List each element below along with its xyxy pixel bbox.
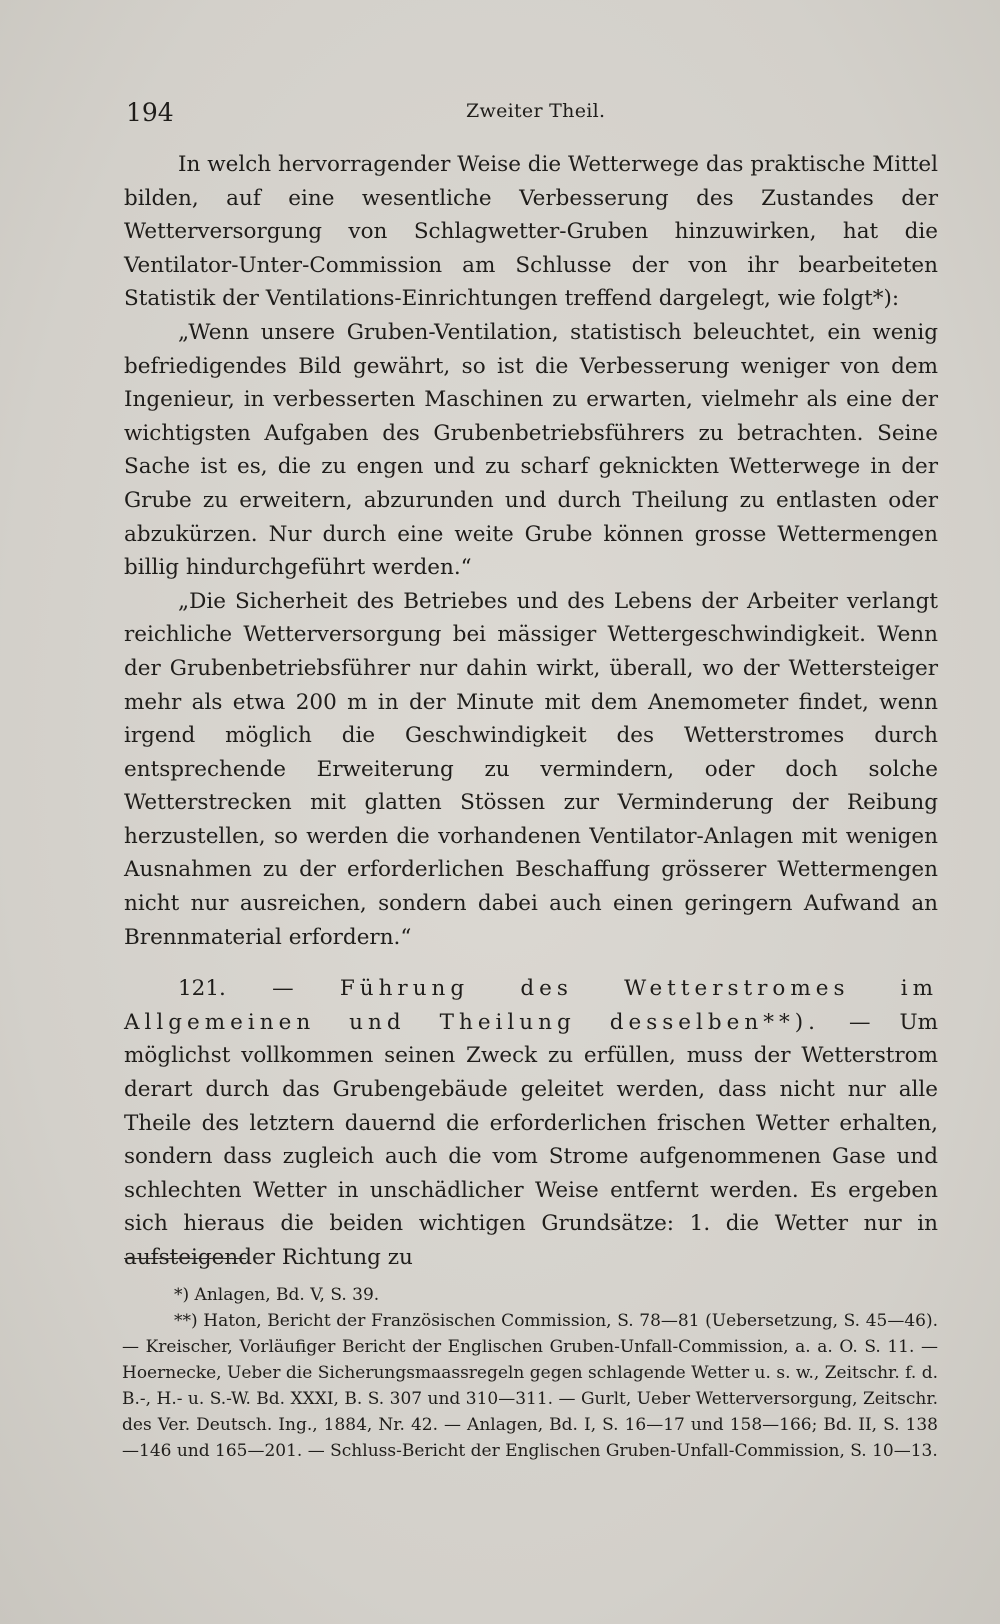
footnote-2: **) Haton, Bericht der Französischen Commission, S. 78—81 (Uebersetzung, S. 45—46). — Kreischer, Vorläufiger Bericht der Englischen Gruben-Unfall-Commission, a. a. O. S. 11. — Hoernecke, Ueber die Sicherungsmaassregeln gegen schlagende Wetter u. s. w., Zeitschr. f. d. B.-, H.- u. S.-W. Bd. XXXI, B. S. 307 und 310—311. — Gurlt, Ueber Wetterversorgung, Zeitschr. des Ver. Deutsch. Ing., 1884, Nr. 42. — Anlagen, Bd. I, S. 16—17 und 158—166; Bd. II, S. 138—146 und 165—201. — Schluss-Bericht der Englischen Gruben-Unfall-Commission, S. 10—13. — [122, 1311, 938, 1461]
page-number: 194 — [126, 98, 174, 127]
section-dash: — — [225, 976, 340, 1002]
paragraph-quote-1: „Wenn unsere Gruben-Ventilation, statistisch beleuchtet, ein wenig befriedigendes Bild gewährt, so ist die Verbesserung weniger von dem Ingenieur, in verbesserten Maschinen zu erwarten, vielmehr als eine der wichtigsten Aufgaben des Grubenbetriebsführers zu betrachten. Seine Sache ist es, die zu engen und zu scharf geknickten Wetterwege in der Grube zu erweitern, abzurunden und durch Theilung zu entlasten oder abzukürzen. Nur durch eine weite Grube können grosse Wettermengen billig hindurchgeführt werden.“ — [124, 319, 938, 581]
footnotes — [122, 1282, 938, 1464]
section-121-paragraph — [124, 972, 938, 1274]
section-text: — Um möglichst vollkommen seinen Zweck zu erfüllen, muss der Wetterstrom derart durch das Grubengebäude geleitet werden, dass nicht nur alle Theile des letztern dauernd die erforderlichen frischen Wetter erhalten, sondern dass zugleich auch die vom Strome aufgenommenen Gase und schlechten Wetter in unschädlicher Weise entfernt werden. Es ergeben sich hieraus die beiden wichtigen Grundsätze: 1. die Wetter nur in aufsteigender Richtung zu — [124, 1009, 938, 1270]
running-head: Zweiter Theil. — [466, 100, 606, 122]
paragraph-intro: In welch hervorragender Weise die Wetterwege das praktische Mittel bilden, auf eine wesentliche Verbesserung des Zustandes der Wetterversorgung von Schlagwetter-Gruben hinzuwirken, hat die Ventilator-Unter-Commission am Schlusse der von ihr bearbeiteten Statistik der Ventilations-Einrichtungen treffend dargelegt, wie folgt*): — [124, 152, 938, 312]
main-text — [124, 148, 938, 1275]
section-title: Führung des Wetterstromes im Allgemeinen und Theilung desselben**). — [124, 976, 938, 1035]
page-header — [126, 98, 938, 132]
footnote-rule — [124, 1258, 246, 1259]
paragraph-quote-2: „Die Sicherheit des Betriebes und des Lebens der Arbeiter verlangt reichliche Wetterversorgung bei mässiger Wettergeschwindigkeit. Wenn der Grubenbetriebsführer nur dahin wirkt, überall, wo der Wettersteiger mehr als etwa 200 m in der Minute mit dem Anemometer findet, wenn irgend möglich die Geschwindigkeit des Wetterstromes durch entsprechende Erweiterung zu vermindern, oder doch solche Wetterstrecken mit glatten Stössen zur Verminderung der Reibung herzustellen, so werden die vorhandenen Ventilator-Anlagen mit wenigen Ausnahmen zu der erforderlichen Beschaffung grösserer Wettermengen nicht nur ausreichen, sondern dabei auch einen geringern Aufwand an Brennmaterial erfordern.“ — [124, 588, 938, 950]
footnote-1: *) Anlagen, Bd. V, S. 39. — [174, 1285, 380, 1305]
section-number: 121. — [178, 976, 226, 1002]
